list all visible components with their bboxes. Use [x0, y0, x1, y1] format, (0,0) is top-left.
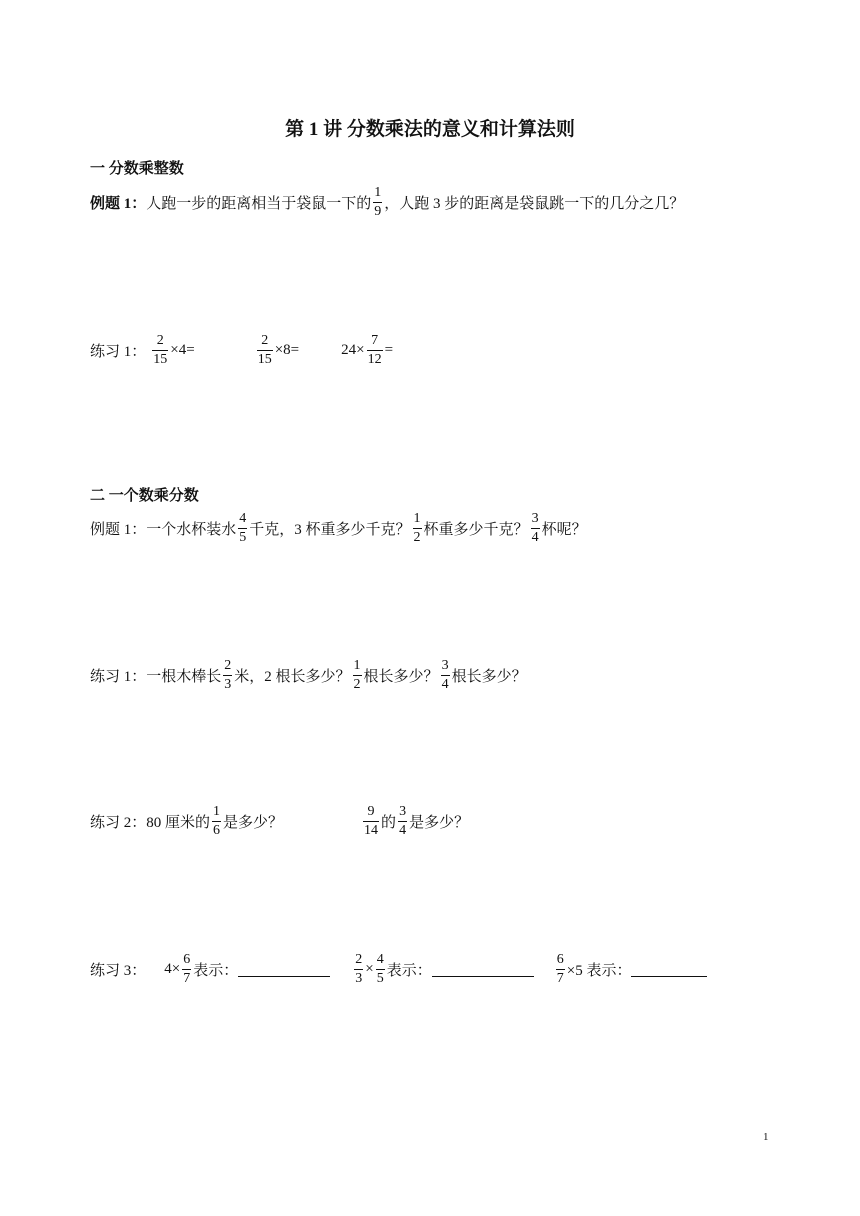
answer-blank[interactable] — [238, 962, 330, 977]
fraction: $\frac{2}{15}$ — [257, 333, 272, 367]
example-text-before: 人跑一步的距离相当于袋鼠一下的 — [146, 196, 372, 212]
page-number: 1 — [763, 1131, 769, 1143]
fraction: $\frac{4}{5}$ — [376, 952, 384, 986]
practice-label: 练习 3： — [90, 963, 147, 979]
fraction: $\frac{2}{15}$ — [153, 333, 168, 367]
section2-practice3 — [90, 953, 707, 986]
section2-heading: 二 一个数乘分数 — [90, 488, 199, 504]
expression-3: 24× $\frac{7}{12}$ = — [341, 333, 394, 367]
expression-2: $\frac{2}{15}$ ×8= — [257, 333, 300, 367]
practice-label: 练习 1： — [90, 344, 147, 360]
practice-label: 练习 1： — [90, 669, 147, 685]
section1-example — [90, 186, 684, 219]
fraction: $\frac{2}{3}$ — [224, 658, 232, 692]
answer-blank[interactable] — [432, 962, 534, 977]
example-label: 例题 1： — [90, 196, 147, 212]
practice3-part-a: 4× $\frac{6}{7}$ 表示： — [164, 953, 330, 986]
page-title: 第 1 讲 分数乘法的意义和计算法则 — [285, 119, 575, 140]
fraction: $\frac{7}{12}$ — [367, 333, 382, 367]
fraction: $\frac{1}{9}$ — [374, 185, 382, 219]
section2-practice1: 练习 1： 一根木棒长 $\frac{2}{3}$ 米，2 根长多少？ $\frac{1}{2}$ 根长多少？ $\frac{3}{4}$ 根长多少？ — [90, 658, 527, 692]
fraction: $\frac{1}{6}$ — [213, 804, 221, 838]
practice-label: 练习 2： — [90, 815, 147, 831]
section1-practice1 — [90, 334, 393, 367]
fraction: $\frac{1}{2}$ — [353, 658, 361, 692]
example-label: 例题 1： — [90, 522, 147, 538]
section1-heading: 一 分数乘整数 — [90, 161, 184, 177]
practice2-second-question: $\frac{9}{14}$ 的 $\frac{3}{4}$ 是多少？ — [364, 804, 470, 838]
practice3-part-b: $\frac{2}{3}$ × $\frac{4}{5}$ 表示： — [352, 953, 533, 986]
fraction: $\frac{2}{3}$ — [355, 952, 363, 986]
fraction: $\frac{4}{5}$ — [239, 511, 247, 545]
fraction: $\frac{9}{14}$ — [364, 804, 379, 838]
section2-example: 例题 1： 一个水杯装水 $\frac{4}{5}$ 千克，3 杯重多少千克？ $\frac{1}{2}$ 杯重多少千克？ $\frac{3}{4}$ 杯呢？ — [90, 511, 587, 545]
fraction: $\frac{3}{4}$ — [531, 511, 539, 545]
answer-blank[interactable] — [631, 962, 707, 977]
fraction: $\frac{1}{2}$ — [413, 511, 421, 545]
expression-1: $\frac{2}{15}$ ×4= — [153, 333, 195, 367]
example-text-after: ，人跑 3 步的距离是袋鼠跳一下的几分之几？ — [384, 196, 685, 212]
fraction: $\frac{6}{7}$ — [183, 952, 191, 986]
fraction: $\frac{6}{7}$ — [556, 952, 564, 986]
practice3-part-c: $\frac{6}{7}$ ×5 表示： — [554, 953, 708, 986]
fraction: $\frac{3}{4}$ — [399, 804, 407, 838]
section2-practice2: 练习 2： 80 厘米的 $\frac{1}{6}$ 是多少？ $\frac{9}{14}$ 的 $\frac{3}{4}$ 是多少？ — [90, 804, 470, 838]
fraction: $\frac{3}{4}$ — [441, 658, 449, 692]
